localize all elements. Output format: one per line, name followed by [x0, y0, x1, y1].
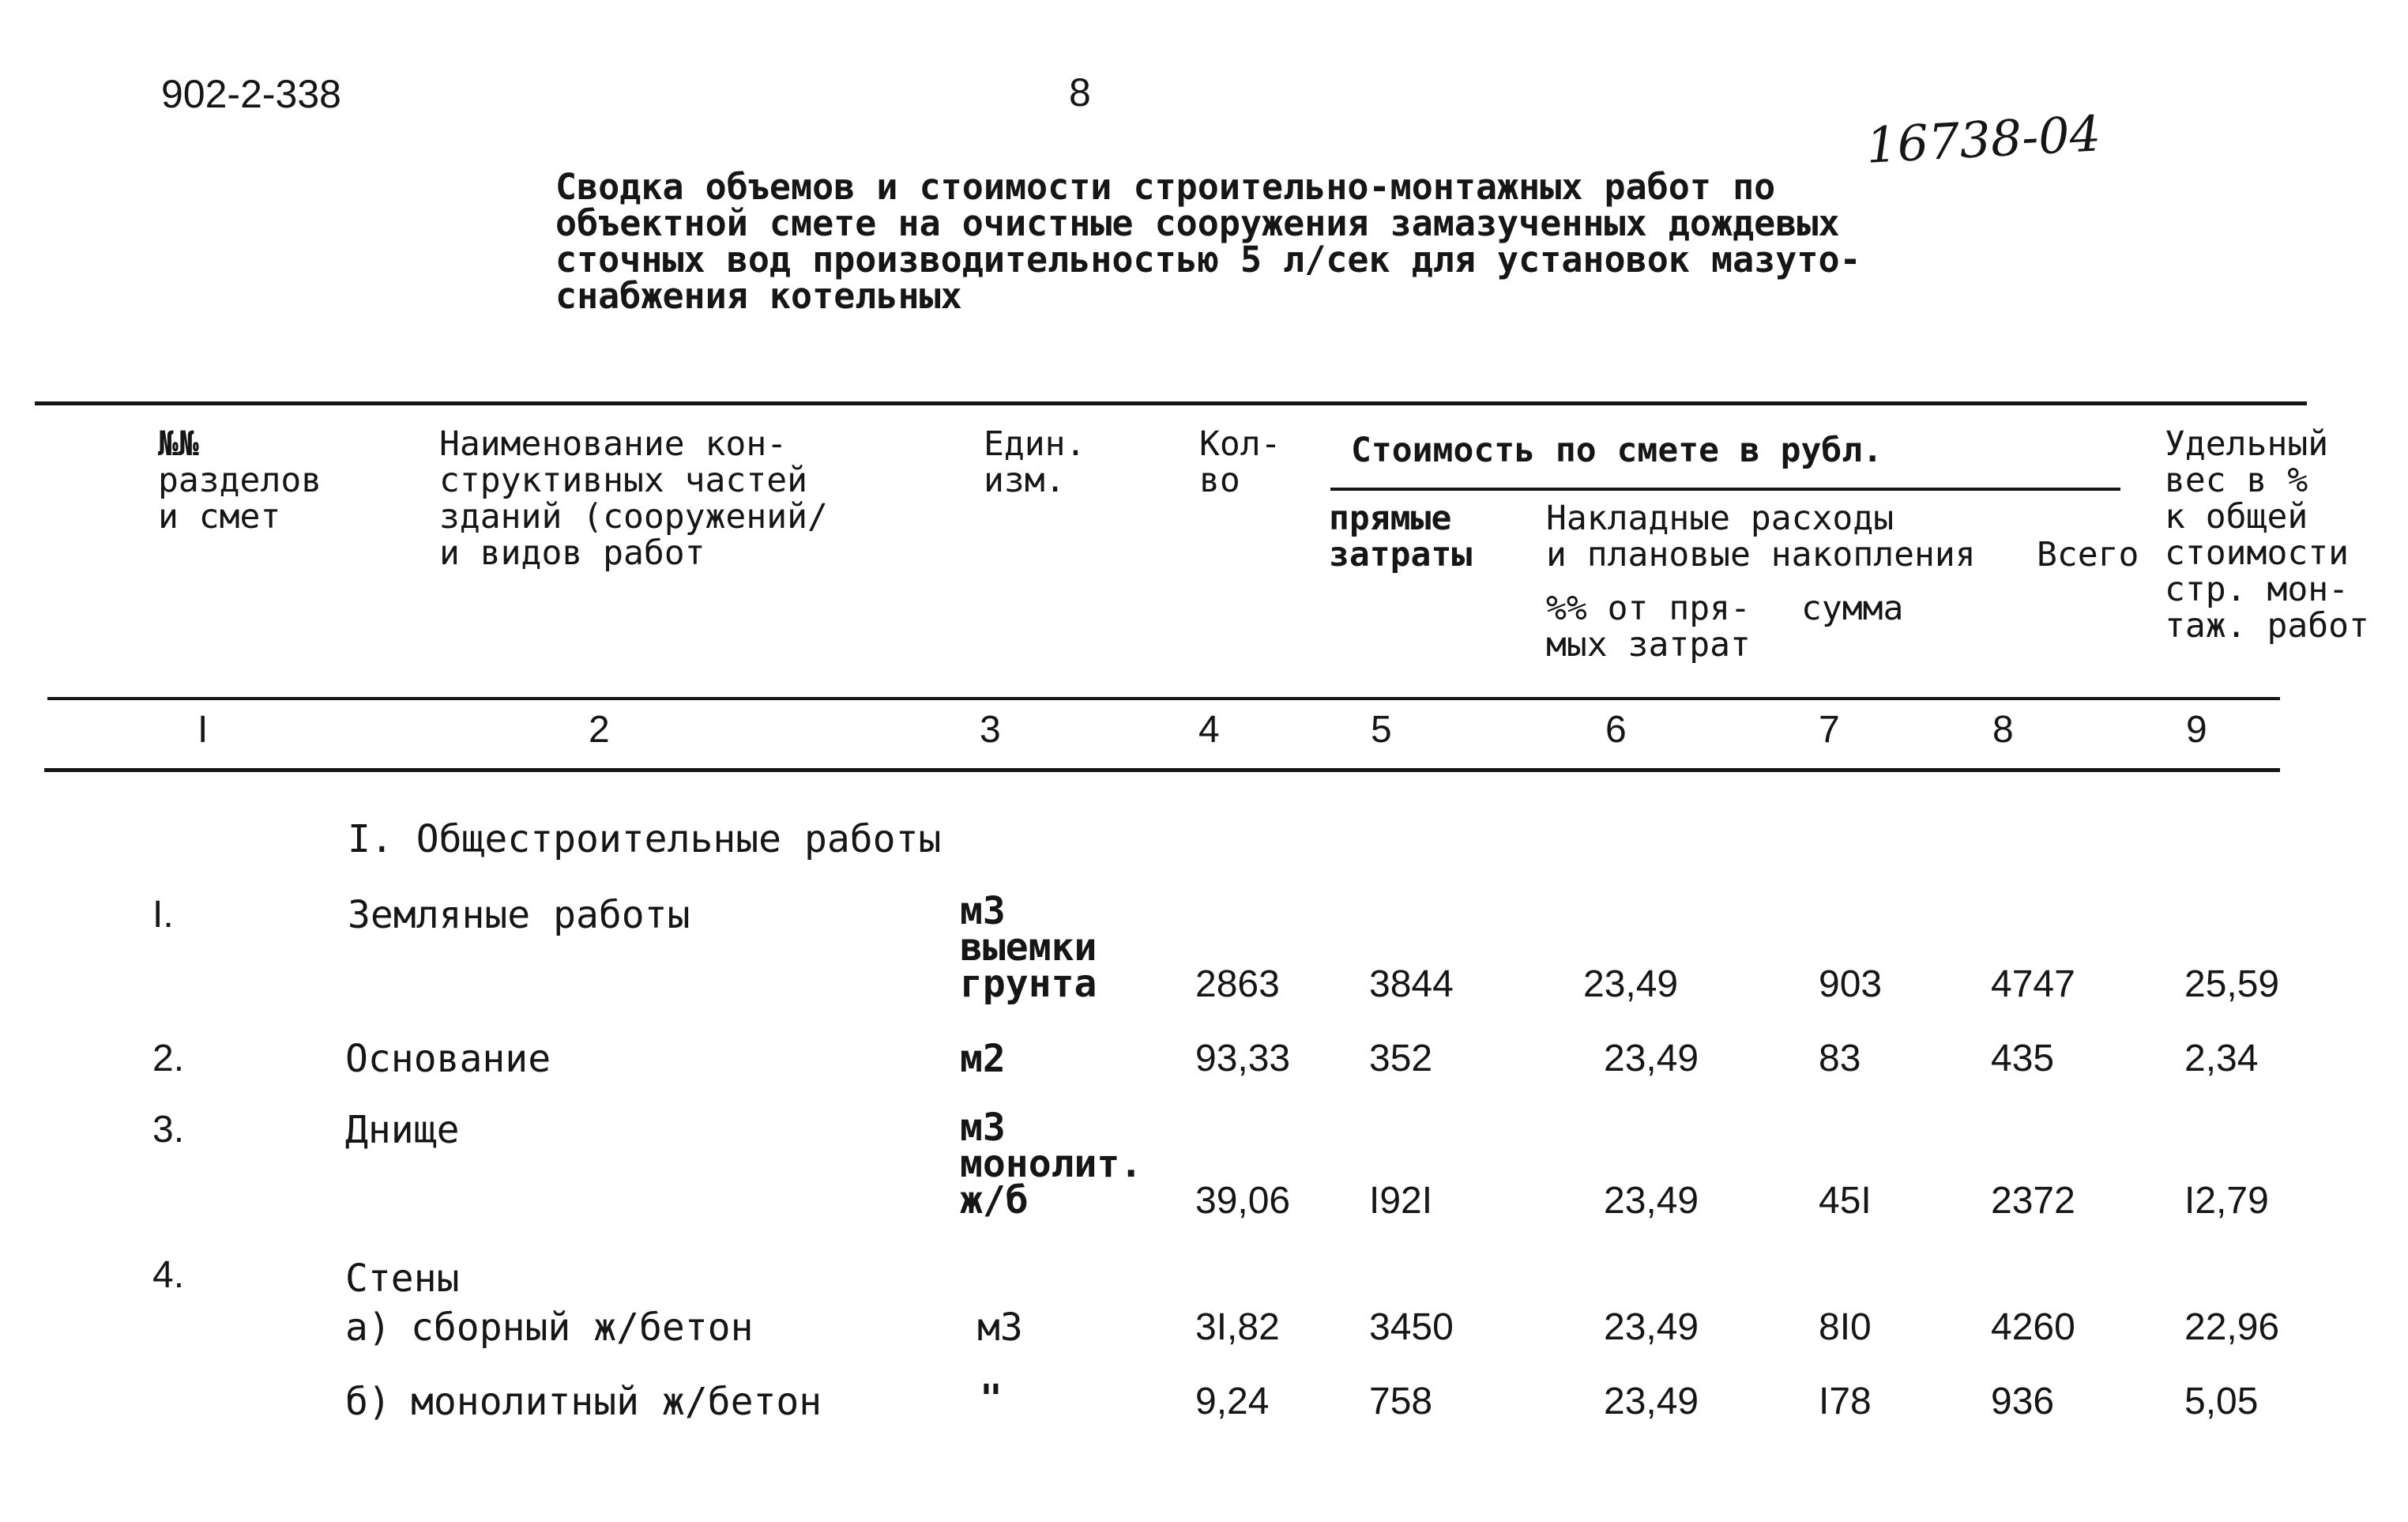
header-col7: сумма — [1801, 589, 1904, 628]
row-overhead-sum: 83 — [1819, 1038, 1861, 1079]
handwritten-id: 16738-04 — [1864, 104, 2102, 175]
row-overhead-sum: 903 — [1819, 963, 1883, 1005]
row-share: 22,96 — [2184, 1306, 2280, 1348]
header-col5-line2: затраты — [1329, 535, 1473, 575]
header-col1-line1: №№ — [158, 424, 199, 464]
header-col4-line2: во — [1199, 461, 1240, 500]
row-overhead-sum: 45I — [1819, 1180, 1872, 1222]
column-number: 5 — [1371, 709, 1392, 751]
title-line-1: Сводка объемов и стоимости строительно-монтажных работ по — [555, 166, 1776, 208]
row-name: Стены — [345, 1256, 460, 1301]
row-unit-line2: выемки — [960, 925, 1097, 970]
row-share: 2,34 — [2184, 1038, 2259, 1079]
row-direct-costs: 758 — [1369, 1381, 1433, 1422]
row-quantity: 93,33 — [1195, 1038, 1291, 1079]
header-col3-line2: изм. — [984, 461, 1066, 500]
row-name: Днище — [345, 1108, 460, 1152]
column-number: 2 — [589, 709, 610, 751]
row-overhead-sum: 8I0 — [1819, 1306, 1872, 1348]
header-cost-group: Стоимость по смете в рубл. — [1351, 431, 1883, 470]
row-total: 936 — [1991, 1381, 2055, 1422]
header-col2-line1: Наименование кон- — [439, 424, 788, 464]
section-title: I. Общестроительные работы — [348, 817, 942, 861]
header-col1-line3: и смет — [158, 497, 281, 537]
header-col9-line5: стр. мон- — [2165, 570, 2349, 609]
row-number: I. — [152, 894, 174, 936]
column-number: I — [198, 709, 209, 751]
row-total: 4747 — [1991, 963, 2075, 1005]
row-percent: 23,49 — [1604, 1306, 1699, 1348]
column-number: 9 — [2186, 709, 2207, 751]
title-line-4: снабжения котельных — [555, 275, 962, 317]
row-direct-costs: I92I — [1369, 1180, 1433, 1222]
header-col8: Всего — [2037, 535, 2139, 575]
row-number: 2. — [152, 1038, 185, 1079]
row-direct-costs: 3450 — [1369, 1306, 1454, 1348]
row-overhead-sum: I78 — [1819, 1381, 1872, 1422]
header-col5-line1: прямые — [1329, 499, 1452, 538]
row-unit-line1: " — [980, 1377, 1003, 1421]
row-quantity: 2863 — [1195, 963, 1280, 1005]
row-number: 4. — [152, 1254, 185, 1296]
column-number: 6 — [1605, 709, 1627, 751]
column-number: 8 — [1992, 709, 2014, 751]
header-col9-line3: к общей — [2165, 497, 2308, 537]
row-direct-costs: 352 — [1369, 1038, 1433, 1079]
row-quantity: 9,24 — [1195, 1381, 1270, 1422]
header-overhead-line1: Накладные расходы — [1546, 499, 1894, 538]
title-line-3: сточных вод производительностью 5 л/сек для установок мазуто- — [555, 239, 1861, 281]
header-col9-line1: Удельный — [2165, 424, 2329, 464]
row-share: 25,59 — [2184, 963, 2280, 1005]
row-unit-line3: ж/б — [960, 1178, 1029, 1222]
row-unit-line2: монолит. — [960, 1142, 1143, 1186]
row-quantity: 39,06 — [1195, 1180, 1291, 1222]
row-percent: 23,49 — [1604, 1180, 1699, 1222]
row-unit-line1: м3 — [960, 889, 1006, 933]
header-col2-line2: структивных частей — [439, 461, 807, 500]
header-col9-line2: вес в % — [2165, 461, 2308, 500]
header-bottom-rule — [47, 697, 2280, 700]
column-number: 4 — [1198, 709, 1220, 751]
title-line-2: объектной смете на очистные сооружения замазученных дождевых — [555, 202, 1840, 244]
row-unit-line1: м2 — [960, 1037, 1006, 1081]
header-col6-line2: мых затрат — [1546, 625, 1751, 665]
row-quantity: 3I,82 — [1195, 1306, 1280, 1348]
row-name: монолитный ж/бетон — [411, 1380, 822, 1424]
row-unit-line1: м3 — [960, 1106, 1006, 1150]
header-col2-line4: и видов работ — [439, 533, 705, 573]
row-name: сборный ж/бетон — [411, 1305, 754, 1350]
column-number: 7 — [1819, 709, 1840, 751]
row-total: 435 — [1991, 1038, 2055, 1079]
column-numbers-rule — [44, 768, 2280, 772]
row-total: 4260 — [1991, 1306, 2075, 1348]
row-unit-line3: грунта — [960, 962, 1097, 1006]
row-sub-label: а) — [345, 1305, 391, 1350]
row-sub-label: б) — [345, 1380, 391, 1424]
header-col6-line1: %% от пря- — [1546, 589, 1751, 628]
row-share: I2,79 — [2184, 1180, 2269, 1222]
column-number: 3 — [980, 709, 1001, 751]
table-top-rule — [35, 401, 2307, 405]
row-name: Основание — [345, 1037, 551, 1081]
row-share: 5,05 — [2184, 1381, 2259, 1422]
row-total: 2372 — [1991, 1180, 2075, 1222]
header-col3-line1: Един. — [984, 424, 1086, 464]
header-overhead-line2: и плановые накопления — [1546, 535, 1976, 575]
row-direct-costs: 3844 — [1369, 963, 1454, 1005]
row-percent: 23,49 — [1583, 963, 1679, 1005]
row-number: 3. — [152, 1109, 185, 1151]
row-unit-line1: м3 — [977, 1305, 1023, 1350]
header-col9-line6: таж. работ — [2165, 606, 2369, 646]
page-number: 8 — [1069, 70, 1091, 115]
header-col2-line3: зданий (сооружений/ — [439, 497, 828, 537]
header-col9-line4: стоимости — [2165, 533, 2349, 573]
header-col4-line1: Кол- — [1199, 424, 1281, 464]
header-col1-line2: разделов — [158, 461, 322, 500]
document-code: 902-2-338 — [161, 72, 341, 116]
row-percent: 23,49 — [1604, 1038, 1699, 1079]
cost-group-rule — [1330, 488, 2120, 491]
row-percent: 23,49 — [1604, 1381, 1699, 1422]
row-name: Земляные работы — [348, 893, 690, 937]
